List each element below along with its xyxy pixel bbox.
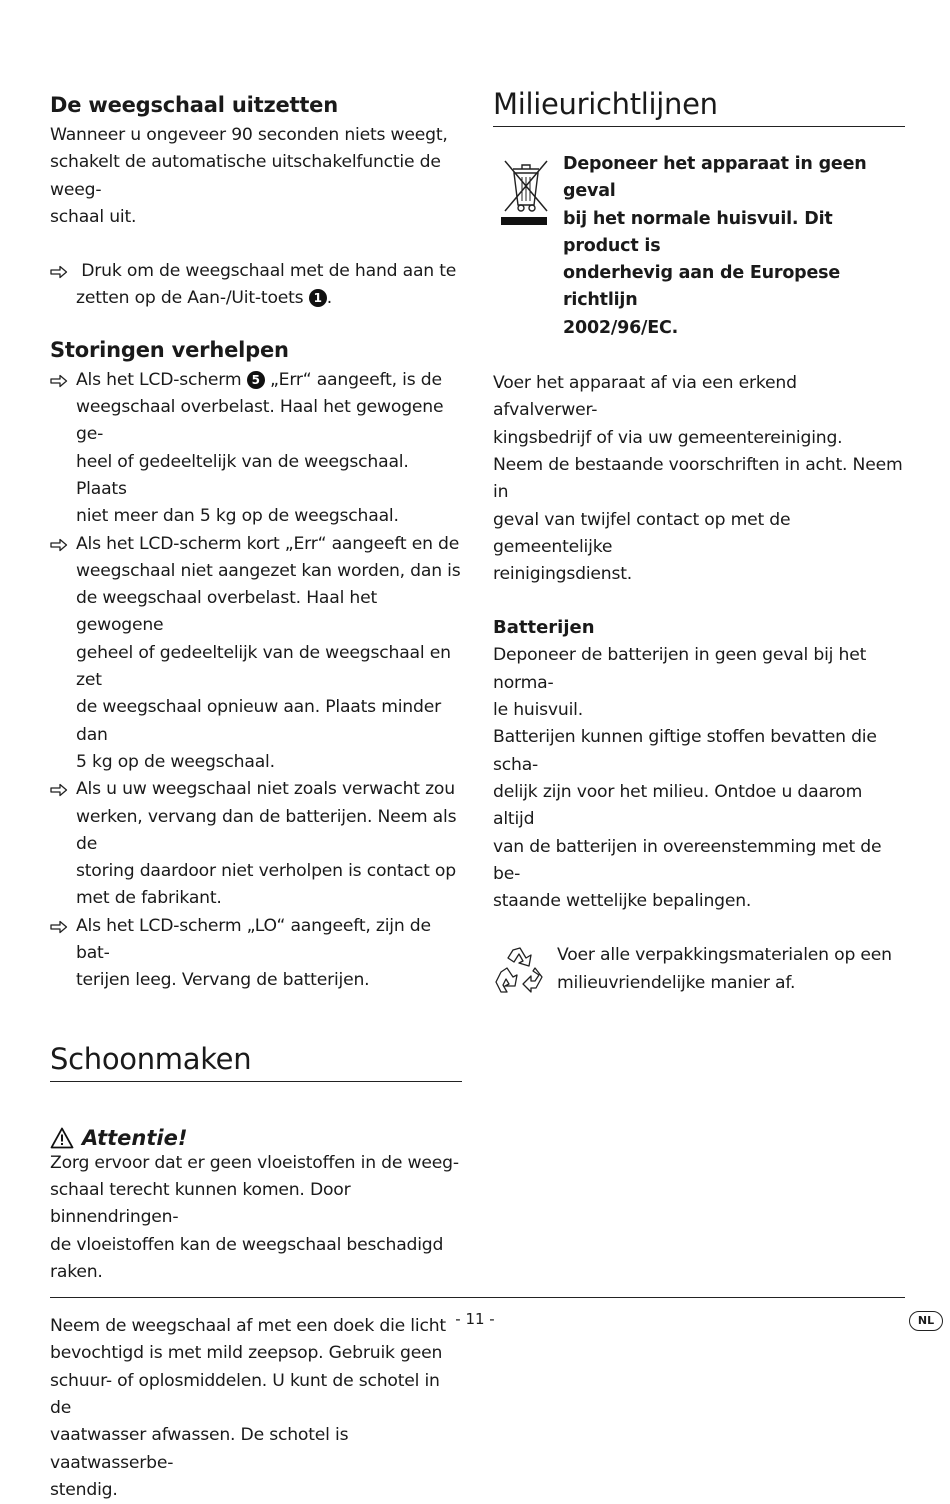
footer-divider xyxy=(50,1297,905,1298)
batteries-paragraph: Deponeer de batterijen in geen geval bij het norma- le huisvuil. Batterijen kunnen giftige stoffen bevatten die scha- delijk zijn voor het milieu. Ontdoe u daarom altijd van de batterijen in overeenstemming met de be- staande wettelijke bepalingen. xyxy=(493,645,882,912)
page-number: - 11 - xyxy=(455,1310,495,1328)
disposal-paragraph: Voer het apparaat af via een erkend afvalverwer- kingsbedrijf of via uw gemeentereiniging. Neem de bestaande voorschriften in acht. Neem in geval van twijfel contact op met de gemeentelijke reinigingsdienst. xyxy=(493,373,903,585)
weee-notice xyxy=(493,151,905,342)
recycle-icon xyxy=(493,944,549,998)
section-title-batteries: Batterijen xyxy=(493,617,595,639)
number-5-icon: 5 xyxy=(247,371,265,389)
weee-text: Deponeer het apparaat in geen geval bij het normale huisvuil. Dit product is onderhevig aan de Europese richtlijn 2002/96/EC. xyxy=(563,154,867,338)
troubleshoot-item-4: Als het LCD-scherm „LO“ aangeeft, zijn de bat- terijen leeg. Vervang de batterijen. xyxy=(50,913,462,995)
language-badge: NL xyxy=(909,1311,943,1331)
switch-off-paragraph: Wanneer u ongeveer 90 seconden niets weegt, schakelt de automatische uitschakelfunctie de weeg- schaal uit. xyxy=(50,125,448,227)
warning-icon xyxy=(50,1127,74,1149)
number-1-icon: 1 xyxy=(309,289,327,307)
recycling-text: Voer alle verpakkingsmaterialen op een milieuvriendelijke manier af. xyxy=(557,945,892,993)
arrow-icon xyxy=(50,265,68,279)
right-column xyxy=(493,84,905,998)
troubleshoot-item-3: Als u uw weegschaal niet zoals verwacht zou werken, vervang dan de batterijen. Neem als de storing daardoor niet verholpen is contact op met de fabrikant. xyxy=(50,776,462,912)
recycling-notice xyxy=(493,942,905,998)
troubleshoot-item-2: Als het LCD-scherm kort „Err“ aangeeft en de weegschaal niet aangezet kan worden, dan is de weegschaal overbelast. Haal het gewogene geheel of gedeeltelijk van de weegschaal en zet de weegschaal opnieuw aan. Plaats minder dan 5 kg op de weegschaal. xyxy=(50,531,462,777)
switch-on-instruction: Druk om de weegschaal met de hand aan te zetten op de Aan-/Uit-toets 1 . xyxy=(50,258,462,313)
cleaning-warning-paragraph: Zorg ervoor dat er geen vloeistoffen in de weeg- schaal terecht kunnen komen. Door binnendringen- de vloeistoffen kan de weegschaal beschadigd raken. xyxy=(50,1152,459,1282)
arrow-icon xyxy=(50,374,68,388)
arrow-icon xyxy=(50,538,68,552)
crossed-bin-icon xyxy=(499,155,555,227)
arrow-icon xyxy=(50,920,68,934)
arrow-icon xyxy=(50,783,68,797)
left-column xyxy=(50,88,462,1504)
troubleshoot-item-1: Als het LCD-scherm 5 „Err“ aangeeft, is de weegschaal overbelast. Haal het gewogene ge- heel of gedeeltelijk van de weegschaal. Plaats niet meer dan 5 kg op de weegschaal. xyxy=(50,367,462,531)
section-title-cleaning: Schoonmaken xyxy=(50,1039,462,1082)
attention-heading: Attentie! xyxy=(50,1126,462,1150)
section-title-troubleshooting: Storingen verhelpen xyxy=(50,337,289,362)
cleaning-instructions-paragraph: Neem de weegschaal af met een doek die licht bevochtigd is met mild zeepsop. Gebruik geen schuur- of oplosmiddelen. U kunt de schotel in de vaatwasser afwassen. De schotel is vaatwasserbe- stendig. xyxy=(50,1316,446,1500)
section-title-switch-off: De weegschaal uitzetten xyxy=(50,93,338,117)
section-title-environment: Milieurichtlijnen xyxy=(493,84,905,127)
